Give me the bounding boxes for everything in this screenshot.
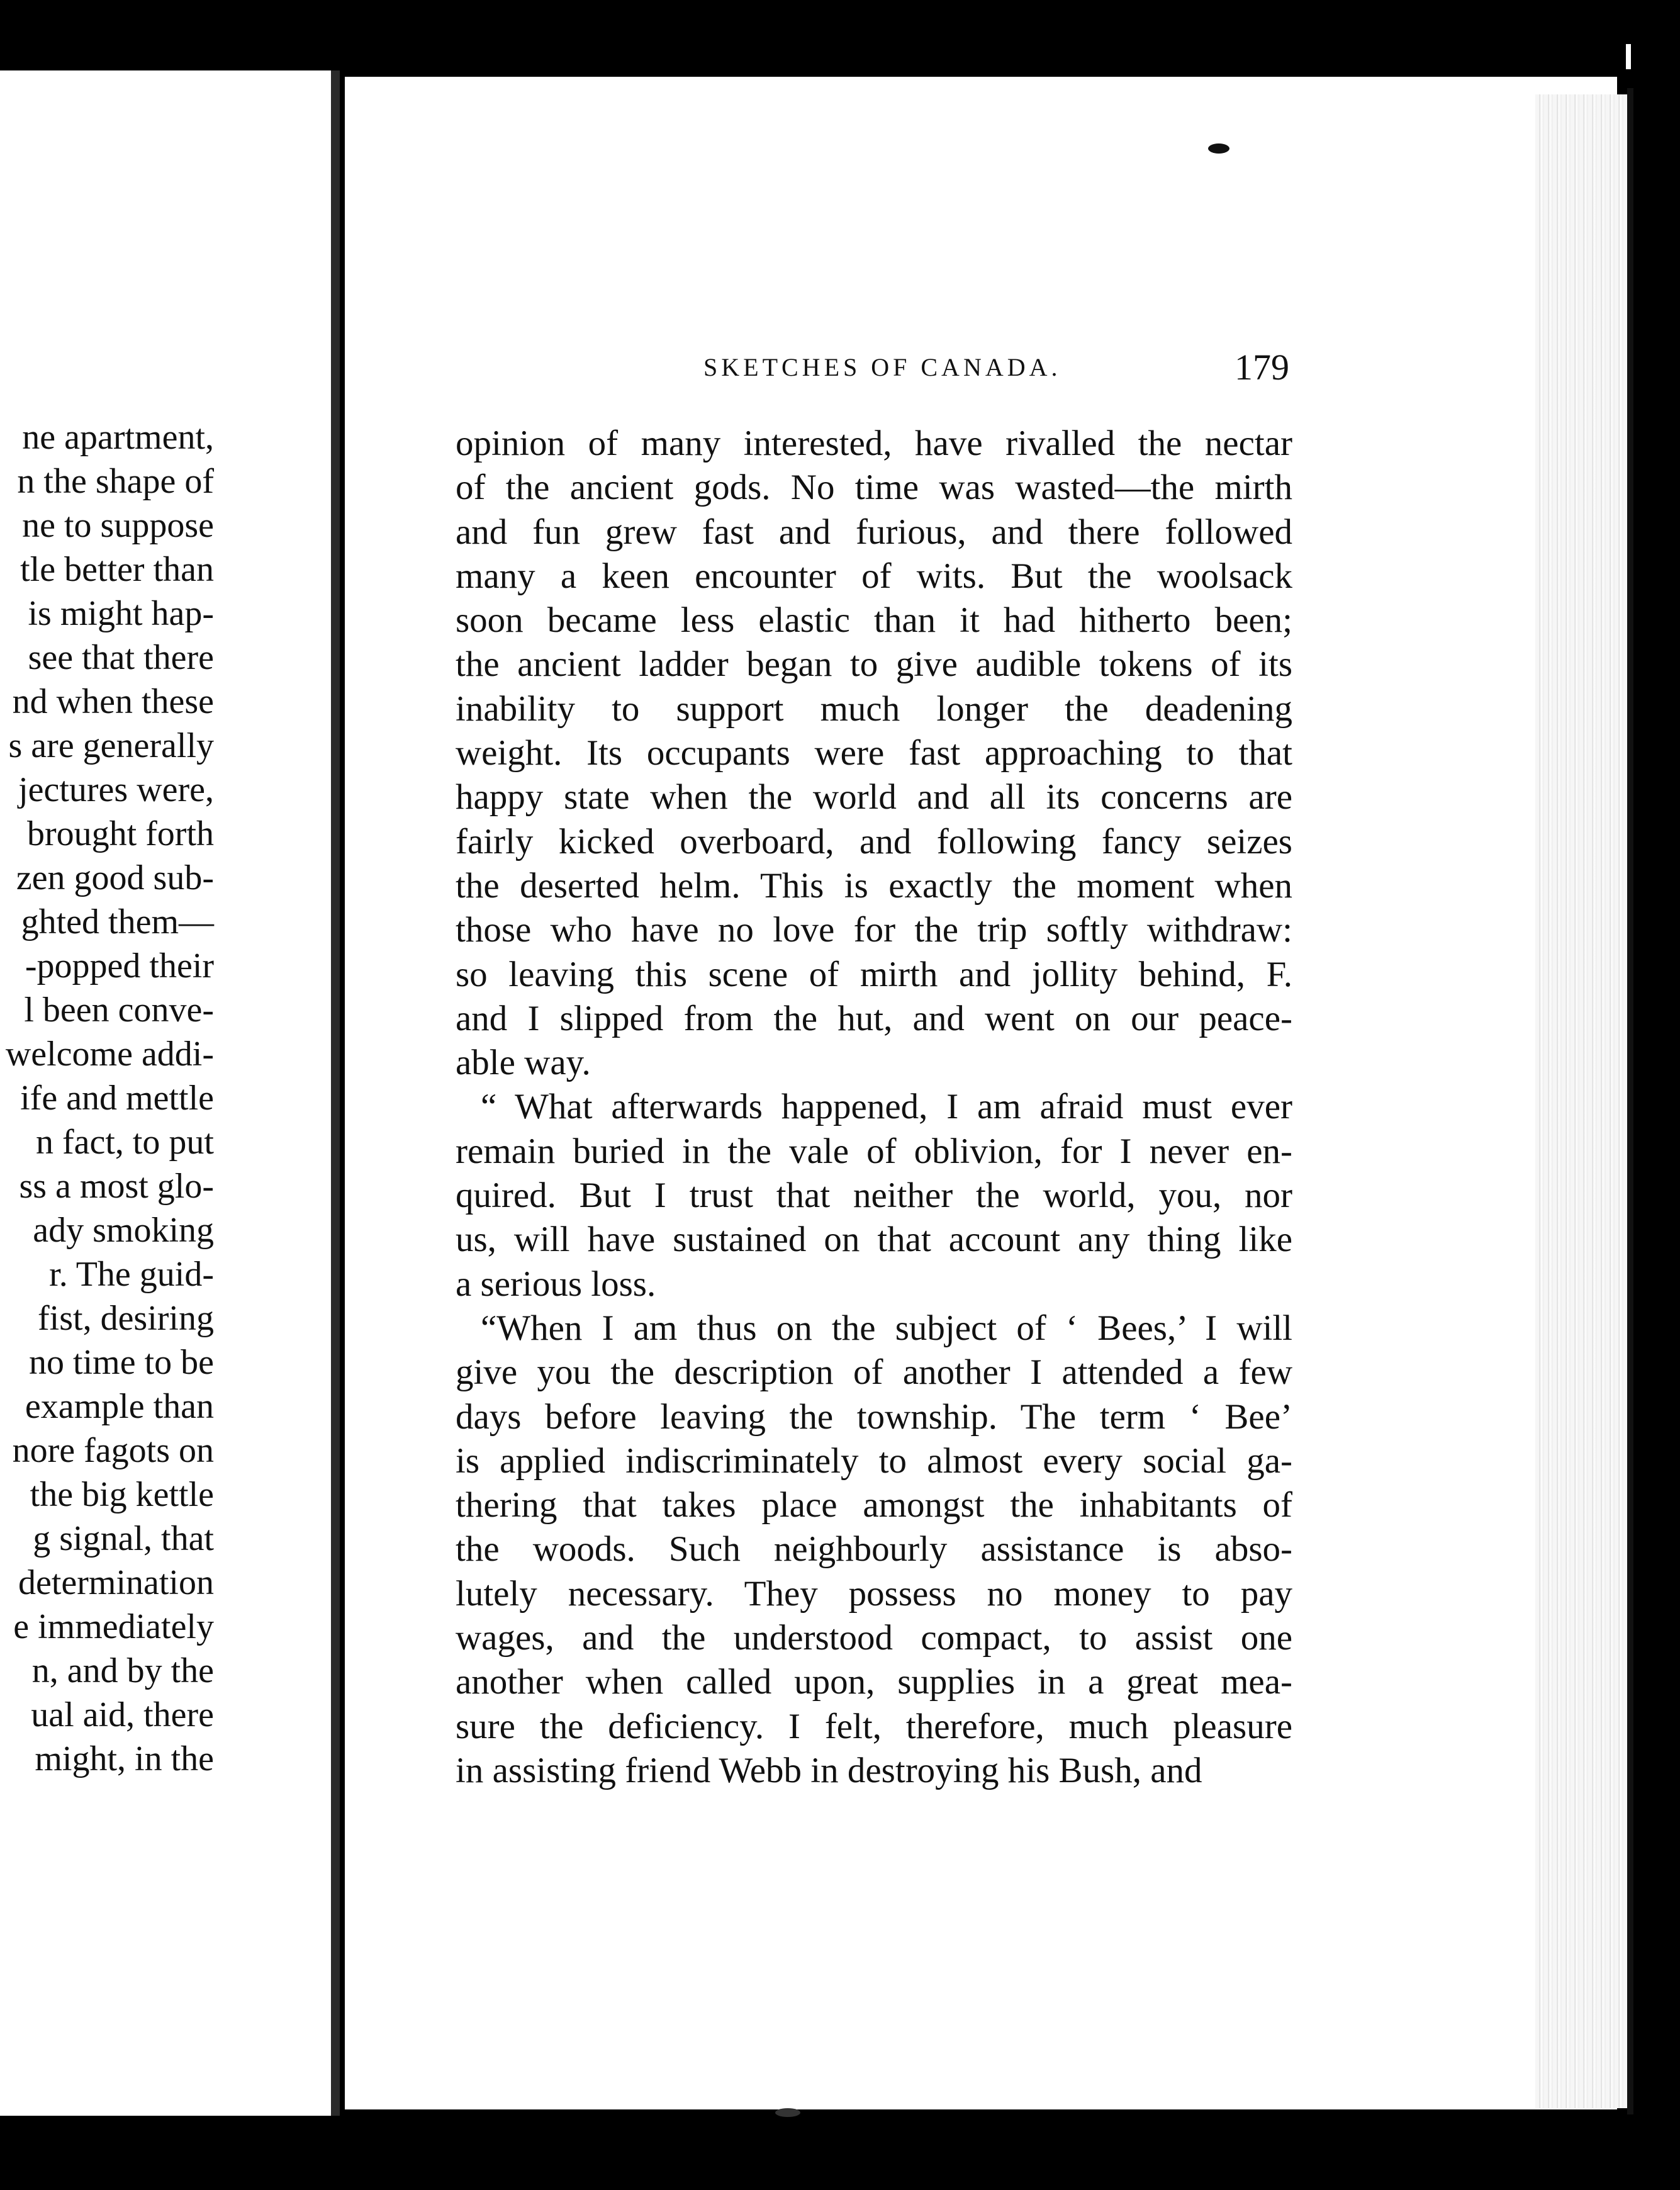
body-line: a serious loss.: [456, 1264, 656, 1304]
body-line: the ancient ladder began to give audible tokens of its: [456, 644, 1292, 685]
left-page-line: n fact, to put: [35, 1123, 214, 1162]
body-line: us, will have sustained on that account any thing like: [456, 1220, 1292, 1260]
body-line: those who have no love for the trip softly withdraw:: [456, 910, 1292, 950]
left-page-text: [6, 415, 214, 1781]
body-text: [456, 422, 1292, 1793]
left-page-line: ife and mettle: [20, 1079, 214, 1118]
left-page-line: ady smoking: [33, 1211, 214, 1250]
left-page-line: n, and by the: [31, 1651, 214, 1690]
body-line: and I slipped from the hut, and went on our peace-: [456, 998, 1292, 1038]
body-line: days before leaving the township. The term ‘ Bee’: [456, 1396, 1292, 1437]
left-page: [0, 70, 332, 2116]
body-line: weight. Its occupants were fast approaching to that: [456, 733, 1292, 773]
body-line: happy state when the world and all its concerns are: [456, 777, 1292, 817]
body-line: in assisting friend Webb in destroying his Bush, and: [456, 1750, 1202, 1790]
body-line: remain buried in the vale of oblivion, for I never en-: [456, 1131, 1292, 1171]
left-page-line: brought forth: [26, 814, 214, 853]
left-page-line: nore fagots on: [12, 1431, 214, 1470]
left-page-line: the big kettle: [30, 1475, 214, 1514]
left-page-line: ne apartment,: [22, 418, 214, 457]
body-line: another when called upon, supplies in a great mea-: [456, 1662, 1292, 1702]
body-line: the deserted helm. This is exactly the moment when: [456, 865, 1292, 906]
body-line: wages, and the understood compact, to assist one: [456, 1618, 1292, 1658]
body-line: quired. But I trust that neither the world, you, nor: [456, 1176, 1292, 1216]
left-page-line: ual aid, there: [31, 1695, 214, 1734]
left-page-line: zen good sub-: [16, 858, 214, 897]
scan-corner-mark: [1626, 44, 1631, 69]
left-page-line: fist, desiring: [38, 1299, 214, 1338]
book-edge-shadow: [1627, 88, 1633, 2114]
left-page-line: no time to be: [29, 1343, 214, 1382]
body-line: of the ancient gods. No time was wasted—the mirth: [456, 468, 1292, 508]
page-edges: [1535, 94, 1630, 2108]
left-page-line: g signal, that: [33, 1519, 214, 1558]
left-page-line: determination: [18, 1563, 214, 1602]
left-page-line: see that there: [28, 638, 214, 677]
left-page-line: ne to suppose: [22, 506, 214, 545]
body-line: lutely necessary. They possess no money to pay: [456, 1573, 1292, 1614]
ink-spot: [775, 2108, 800, 2117]
left-page-line: example than: [25, 1387, 214, 1426]
body-line: inability to support much longer the deadening: [456, 688, 1292, 729]
left-page-line: nd when these: [12, 682, 214, 721]
body-line: so leaving this scene of mirth and jollity behind, F.: [456, 954, 1292, 994]
body-line: “ What afterwards happened, I am afraid must ever: [481, 1087, 1292, 1127]
left-page-line: s are generally: [8, 726, 214, 765]
body-line: and fun grew fast and furious, and there followed: [456, 512, 1292, 552]
body-line: fairly kicked overboard, and following fancy seizes: [456, 821, 1292, 862]
left-page-line: might, in the: [35, 1739, 214, 1778]
left-page-line: is might hap-: [28, 594, 214, 633]
ink-blot: [1208, 143, 1229, 154]
body-line: thering that takes place amongst the inhabitants of: [456, 1485, 1292, 1525]
body-line: sure the deficiency. I felt, therefore, much pleasure: [456, 1706, 1292, 1746]
body-line: able way.: [456, 1043, 591, 1083]
body-line: many a keen encounter of wits. But the woolsack: [456, 556, 1292, 596]
left-page-line: l been conve-: [24, 991, 214, 1030]
body-line: give you the description of another I attended a few: [456, 1352, 1292, 1393]
body-line: the woods. Such neighbourly assistance is abso-: [456, 1529, 1292, 1570]
body-line: opinion of many interested, have rivalled the nectar: [456, 424, 1292, 463]
left-page-line: jectures were,: [18, 770, 214, 809]
left-page-line: welcome addi-: [5, 1035, 214, 1074]
book-gutter: [331, 70, 340, 2116]
left-page-line: tle better than: [20, 550, 214, 589]
left-page-line: r. The guid-: [49, 1255, 214, 1294]
running-head: SKETCHES OF CANADA.: [703, 353, 1061, 381]
left-page-line: n the shape of: [17, 462, 214, 501]
body-line: is applied indiscriminately to almost every social ga-: [456, 1440, 1292, 1481]
left-page-line: ss a most glo-: [19, 1167, 214, 1206]
body-line: “When I am thus on the subject of ‘ Bees,’ I will: [481, 1308, 1292, 1348]
page-number: 179: [1235, 347, 1289, 388]
body-line: soon became less elastic than it had hitherto been;: [456, 600, 1292, 641]
left-page-line: e immediately: [13, 1607, 214, 1646]
left-page-line: ghted them—: [21, 902, 214, 941]
left-page-line: -popped their: [25, 946, 214, 986]
